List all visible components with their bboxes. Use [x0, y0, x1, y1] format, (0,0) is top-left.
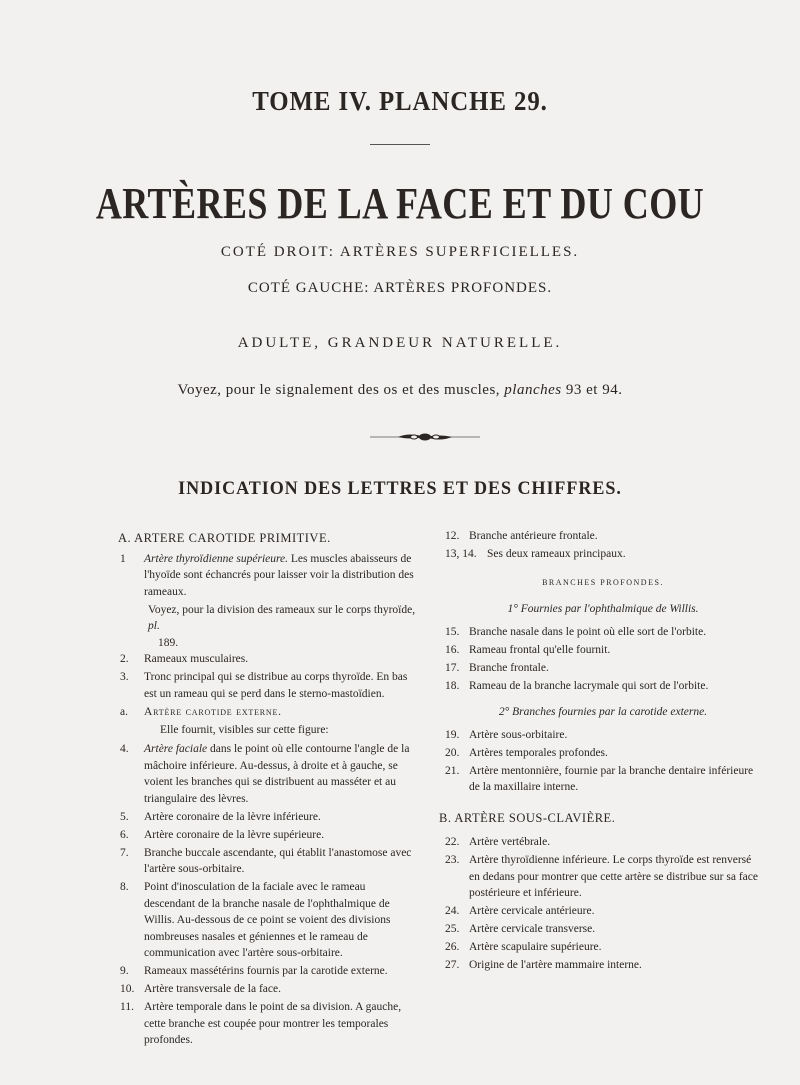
entry-text: Point d'inosculation de la faciale avec le rameau descendant de la branche nasale de l'ophthalmique de Willis. Au-dessous de ce point se voient des divisions nombreuses nasales et géniennes et le rameau de communication avec l'artère sous-orbitaire. [144, 881, 391, 959]
entry-text: Artère thyroïdienne inférieure. Le corps thyroïde est renversé en dedans pour montrer que cette artère se distribue sur sa face postérieure et inférieure. [469, 854, 758, 899]
entry-number: 22. [445, 836, 460, 848]
reference-note-plates: 93 et 94. [565, 382, 623, 398]
legend-entry-27 [443, 957, 763, 974]
legend-entry-1 [118, 551, 418, 601]
entry-italic: pl. [148, 620, 160, 632]
entry-italic: Artère thyroïdienne supérieure. [144, 552, 289, 565]
subsection-heading-profondes: BRANCHES PROFONDES. [542, 577, 664, 587]
ornament-divider [370, 430, 480, 444]
legend-right-column [439, 528, 763, 975]
entry-number: 18. [445, 679, 460, 692]
legend-entry-20 [443, 745, 763, 762]
entry-text: Ses deux rameaux principaux. [487, 548, 626, 560]
entry-number: 3. [120, 671, 129, 683]
entry-text: Artère coronaire de la lèvre supérieure. [144, 828, 325, 841]
subtitle-left-side: COTÉ GAUCHE: ARTÈRES PROFONDES. [247, 280, 553, 296]
legend-entry-a-note: Elle fournit, visibles sur cette figure: [160, 723, 329, 736]
legend-entry-24 [443, 903, 763, 920]
entry-number: 1 [120, 552, 126, 565]
entry-number: 7. [120, 846, 129, 859]
entry-text: Rameau frontal qu'elle fournit. [469, 643, 611, 656]
legend-entry-25 [443, 921, 763, 938]
entry-number: 13, 14. [445, 548, 477, 560]
entry-text: Artère sous-orbitaire. [469, 728, 568, 741]
page-title: ARTÈRES DE LA FACE ET DU COU [95, 179, 705, 228]
legend-entry-26 [443, 939, 763, 956]
legend-entry-19 [443, 727, 763, 744]
section-a-heading: A. ARTERE CAROTIDE PRIMITIVE. [118, 531, 331, 545]
entry-number: 10. [120, 983, 135, 995]
legend-entry-4 [118, 741, 418, 807]
entry-number: 21. [445, 764, 460, 777]
entry-text: Branche frontale. [469, 661, 549, 674]
entry-number: 9. [120, 965, 129, 977]
entry-text: Artère temporale dans le point de sa division. A gauche, cette branche est coupée pour montrer les temporales profondes. [144, 1001, 402, 1046]
legend-entry-12 [443, 528, 763, 545]
entry-text: Artère coronaire de la lèvre inférieure. [144, 810, 321, 823]
entry-number: 20. [445, 746, 460, 759]
entry-text: Artères temporales profondes. [469, 746, 608, 759]
legend-entry-15 [443, 624, 763, 641]
entry-number: 4. [120, 743, 129, 755]
subsection-ophthalmique: 1° Fournies par l'ophthalmique de Willis. [507, 603, 699, 615]
entry-number: 23. [445, 854, 460, 866]
section-b-heading: B. ARTÈRE SOUS-CLAVIÈRE. [439, 810, 616, 825]
entry-text: Branche nasale dans le point où elle sort de l'orbite. [469, 625, 707, 638]
entry-text: Tronc principal qui se distribue au corps thyroïde. En bas est un rameau qui se perd dans le sterno-mastoïdien. [144, 671, 408, 700]
legend-entry-18 [443, 678, 763, 695]
entry-text: Origine de l'artère mammaire interne. [469, 959, 642, 971]
legend-entry-13-14 [443, 546, 763, 563]
plate-number: TOME IV. PLANCHE 29. [252, 86, 548, 116]
legend-entry-2 [118, 651, 418, 668]
legend-entry-6 [118, 827, 418, 844]
subtitle-scale: ADULTE, GRANDEUR NATURELLE. [237, 335, 563, 351]
reference-note-text: Voyez, pour le signalement des os et des muscles, [177, 382, 501, 398]
entry-number: 27. [445, 959, 460, 971]
entry-text: Artère transversale de la face. [144, 983, 281, 995]
legend-entry-23 [443, 852, 763, 902]
entry-text: Artère cervicale antérieure. [469, 905, 595, 917]
entry-text: Rameaux musculaires. [144, 653, 249, 665]
entry-number: 16. [445, 643, 460, 656]
subtitle-right-side: COTÉ DROIT: ARTÈRES SUPERFICIELLES. [220, 244, 580, 260]
legend-entry-22 [443, 834, 763, 851]
entry-text: Artère carotide externe. [144, 705, 282, 718]
subsection-carotide-externe: 2° Branches fournies par la carotide externe. [498, 706, 708, 718]
entry-text: Branche antérieure frontale. [469, 530, 598, 542]
entry-number: 25. [445, 923, 460, 935]
entry-number: 19. [445, 728, 460, 741]
legend-entry-16 [443, 642, 763, 659]
entry-text: 189. [158, 636, 179, 649]
legend-entry-9 [118, 963, 418, 980]
entry-number: 6. [120, 828, 129, 841]
entry-number: 8. [120, 881, 129, 893]
entry-number: 12. [445, 530, 460, 542]
legend-entry-1-note [118, 602, 418, 652]
legend-left-column [118, 528, 418, 1050]
entry-text: Artère vertébrale. [469, 836, 551, 848]
entry-text: Rameaux massétérins fournis par la carotide externe. [144, 965, 388, 977]
entry-number: 26. [445, 941, 460, 953]
legend-entry-8 [118, 879, 418, 962]
entry-text: dans le point où elle contourne l'angle de la mâchoire inférieure. Au-dessus, à droite et à gauche, se voient les branches qui se distribuent au masséter et au triangulaire des lèvres. [144, 743, 410, 805]
entry-text: Les muscles abaisseurs de l'hyoïde sont échancrés pour laisser voir la distribution des rameaux. [144, 552, 414, 598]
entry-text: Artère mentonnière, fournie par la branche dentaire inférieure de la maxillaire interne. [469, 764, 754, 793]
legend-entry-3 [118, 669, 418, 702]
legend-entry-10 [118, 981, 418, 998]
entry-number: 15. [445, 625, 460, 638]
section-heading: INDICATION DES LETTRES ET DES CHIFFRES. [178, 478, 622, 499]
entry-number: 11. [120, 1001, 134, 1013]
entry-italic: Artère faciale [144, 743, 208, 755]
entry-text: Voyez, pour la division des rameaux sur le corps thyroïde, [148, 603, 416, 616]
entry-text: Artère scapulaire supérieure. [469, 941, 602, 953]
reference-note-italic: planches [504, 382, 562, 398]
entry-text: Branche buccale ascendante, qui établit l'anastomose avec l'artère sous-orbitaire. [144, 846, 412, 875]
entry-number: 2. [120, 653, 129, 665]
entry-number: 24. [445, 905, 460, 917]
legend-entry-5 [118, 809, 418, 826]
reference-note [0, 382, 800, 399]
entry-text: Rameau de la branche lacrymale qui sort de l'orbite. [469, 679, 709, 692]
legend-entry-7 [118, 845, 418, 878]
entry-number: 17. [445, 661, 460, 674]
legend-entry-21 [443, 763, 763, 796]
legend-entry-17 [443, 660, 763, 677]
legend-entry-11 [118, 999, 418, 1049]
entry-number: a. [120, 705, 128, 718]
divider-rule [370, 144, 430, 145]
entry-text: Artère cervicale transverse. [469, 923, 596, 935]
legend-entry-a [118, 704, 418, 721]
entry-number: 5. [120, 810, 129, 823]
